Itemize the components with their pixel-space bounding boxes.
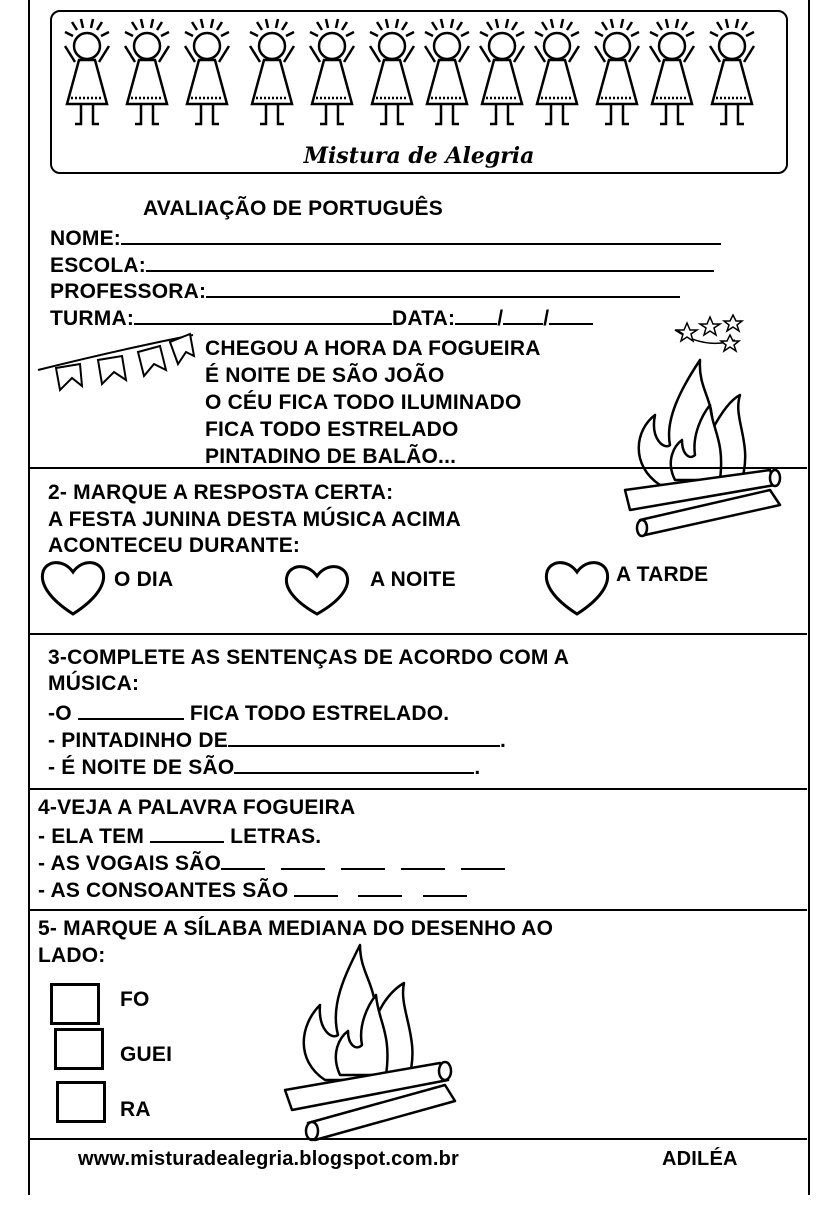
consonant-blank[interactable] bbox=[423, 877, 467, 897]
date-label: DATA: bbox=[392, 307, 456, 330]
q3-s1-blank[interactable] bbox=[78, 700, 184, 720]
teacher-label: PROFESSORA: bbox=[50, 280, 207, 303]
q4-s1-end: LETRAS. bbox=[230, 825, 322, 848]
vowel-blank[interactable] bbox=[221, 850, 265, 870]
syllable-checkbox-guei[interactable] bbox=[54, 1028, 104, 1070]
syllable-checkbox-ra[interactable] bbox=[56, 1081, 106, 1123]
q4-sentence-1 bbox=[38, 823, 321, 849]
q3-s2-start: - PINTADINHO DE bbox=[48, 729, 228, 752]
header-banner bbox=[50, 10, 788, 174]
q3-heading: MÚSICA: bbox=[48, 672, 140, 695]
date-slash: / bbox=[497, 307, 504, 330]
q5-heading: 5- MARQUE A SÍLABA MEDIANA DO DESENHO AO bbox=[38, 917, 554, 940]
teacher-field[interactable] bbox=[50, 278, 680, 304]
bonfire-illustration-large bbox=[280, 945, 465, 1145]
q3-s2-blank[interactable] bbox=[228, 727, 500, 747]
page-title: AVALIAÇÃO DE PORTUGUÊS bbox=[143, 197, 443, 220]
vowel-blank[interactable] bbox=[341, 850, 385, 870]
brand-title: Mistura de Alegria bbox=[303, 143, 535, 169]
heart-option-night[interactable] bbox=[282, 562, 352, 618]
option-night-label: A NOITE bbox=[370, 568, 456, 591]
class-label: TURMA: bbox=[50, 307, 135, 330]
vowel-blank[interactable] bbox=[281, 850, 325, 870]
syllable-ra-label: RA bbox=[120, 1098, 151, 1121]
poem-line: CHEGOU A HORA DA FOGUEIRA bbox=[205, 337, 541, 360]
date-month-blank[interactable] bbox=[503, 305, 543, 325]
name-field[interactable] bbox=[50, 225, 721, 251]
consonant-blank[interactable] bbox=[358, 877, 402, 897]
poem-line: PINTADINO DE BALÃO... bbox=[205, 445, 457, 468]
vowel-blank[interactable] bbox=[401, 850, 445, 870]
q2-heading: 2- MARQUE A RESPOSTA CERTA: bbox=[48, 481, 394, 504]
dancing-kids-illustration bbox=[62, 24, 774, 136]
class-blank[interactable] bbox=[134, 305, 392, 325]
option-day-label: O DIA bbox=[114, 568, 174, 591]
q3-s3-dot: . bbox=[474, 756, 481, 779]
section-divider bbox=[30, 909, 807, 911]
date-slash: / bbox=[543, 307, 550, 330]
syllable-guei-label: GUEI bbox=[120, 1043, 173, 1066]
heart-option-afternoon[interactable] bbox=[542, 558, 612, 618]
q4-sentence-3 bbox=[38, 877, 467, 903]
heart-option-day[interactable] bbox=[38, 558, 108, 618]
option-afternoon-label: A TARDE bbox=[616, 563, 709, 586]
q4-sentence-2 bbox=[38, 850, 505, 876]
q5-heading: LADO: bbox=[38, 944, 106, 967]
class-date-field[interactable] bbox=[50, 305, 593, 331]
vowel-blank[interactable] bbox=[461, 850, 505, 870]
syllable-checkbox-fo[interactable] bbox=[50, 983, 100, 1025]
bunting-flags-illustration bbox=[38, 330, 198, 400]
q3-s3-start: - É NOITE DE SÃO bbox=[48, 756, 235, 779]
q3-s1-start: -O bbox=[48, 702, 72, 725]
syllable-fo-label: FO bbox=[120, 988, 150, 1011]
q4-s2-label: - AS VOGAIS SÃO bbox=[38, 852, 222, 875]
poem-line: O CÉU FICA TODO ILUMINADO bbox=[205, 391, 522, 414]
school-label: ESCOLA: bbox=[50, 254, 146, 277]
q3-sentence-2 bbox=[48, 727, 506, 753]
footer-divider bbox=[30, 1138, 807, 1140]
bonfire-illustration bbox=[620, 360, 785, 540]
q3-sentence-3 bbox=[48, 754, 480, 780]
q3-sentence-1 bbox=[48, 700, 449, 726]
section-divider bbox=[30, 788, 807, 790]
section-divider bbox=[30, 467, 807, 469]
q3-s2-dot: . bbox=[499, 729, 506, 752]
consonant-blank[interactable] bbox=[294, 877, 338, 897]
poem-line: FICA TODO ESTRELADO bbox=[205, 418, 459, 441]
name-blank[interactable] bbox=[121, 225, 721, 245]
q4-letter-count-blank[interactable] bbox=[150, 823, 224, 843]
section-divider bbox=[30, 633, 807, 635]
q3-s3-blank[interactable] bbox=[234, 754, 474, 774]
q4-s1-start: - ELA TEM bbox=[38, 825, 145, 848]
name-label: NOME: bbox=[50, 227, 121, 250]
stars-illustration bbox=[675, 315, 750, 360]
q2-text: ACONTECEU DURANTE: bbox=[48, 534, 301, 557]
footer-url[interactable]: www.misturadealegria.blogspot.com.br bbox=[78, 1148, 459, 1170]
school-field[interactable] bbox=[50, 252, 714, 278]
footer-author: ADILÉA bbox=[662, 1148, 738, 1170]
school-blank[interactable] bbox=[146, 252, 714, 272]
q3-s1-end: FICA TODO ESTRELADO. bbox=[189, 702, 450, 725]
date-year-blank[interactable] bbox=[549, 305, 593, 325]
poem-line: É NOITE DE SÃO JOÃO bbox=[205, 364, 445, 387]
q4-heading: 4-VEJA A PALAVRA FOGUEIRA bbox=[38, 796, 356, 819]
teacher-blank[interactable] bbox=[206, 278, 680, 298]
q2-text: A FESTA JUNINA DESTA MÚSICA ACIMA bbox=[48, 508, 461, 531]
q4-s3-label: - AS CONSOANTES SÃO bbox=[38, 879, 289, 902]
q3-heading: 3-COMPLETE AS SENTENÇAS DE ACORDO COM A bbox=[48, 646, 570, 669]
date-day-blank[interactable] bbox=[455, 305, 497, 325]
